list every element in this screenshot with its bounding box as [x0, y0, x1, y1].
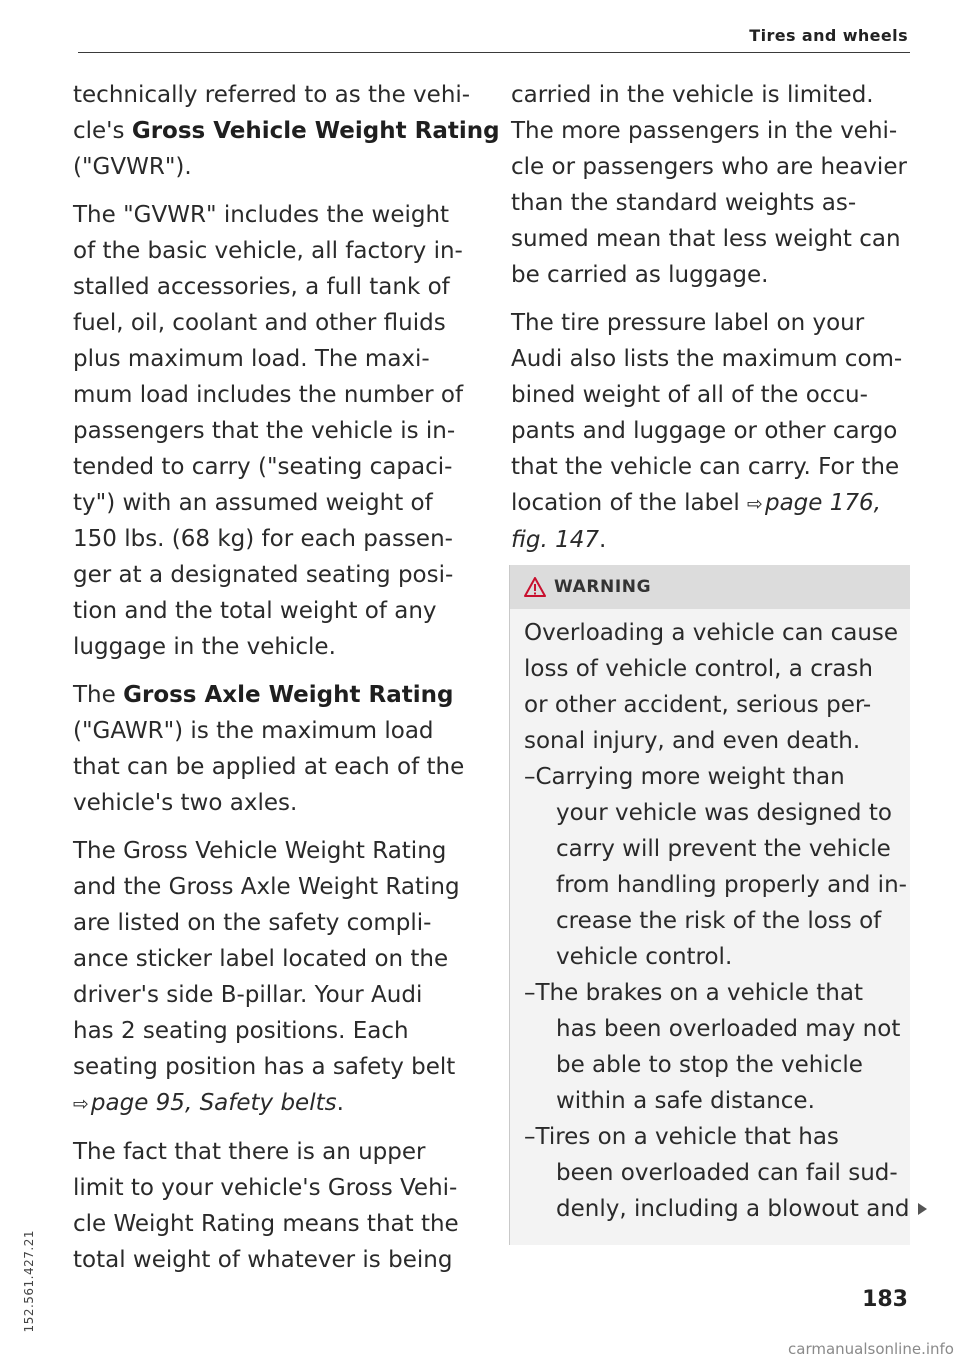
- paragraph-gawr: [73, 677, 491, 821]
- watermark: carmanualsonline.info: [788, 1340, 954, 1358]
- text-fragment: cle's: [73, 118, 132, 144]
- text-line: pants and luggage or other cargo: [511, 418, 898, 444]
- text-line: The Gross Vehicle Weight Rating: [73, 838, 447, 864]
- warning-body: [510, 609, 910, 1227]
- text-line: luggage in the vehicle.: [73, 634, 336, 660]
- text-line: within a safe distance.: [556, 1088, 815, 1114]
- text-line: [73, 113, 500, 149]
- text-line: bined weight of all of the occu-: [511, 382, 868, 408]
- document-code: 152.561.427.21: [22, 1230, 36, 1333]
- text-line: your vehicle was designed to: [556, 800, 892, 826]
- reference-arrow-icon: ⇨: [747, 493, 763, 515]
- warning-bullet: [524, 975, 901, 1119]
- text-line: ance sticker label located on the: [73, 946, 449, 972]
- text-line: technically referred to as the vehi-: [73, 82, 471, 108]
- text-fragment: .: [598, 527, 607, 553]
- text-line: driver's side B-pillar. Your Audi: [73, 982, 423, 1008]
- term-gawr: Gross Axle Weight Rating: [123, 682, 454, 708]
- text-line: vehicle control.: [556, 944, 733, 970]
- reference-arrow-icon: ⇨: [73, 1093, 89, 1115]
- text-line: [511, 522, 911, 558]
- text-line: passengers that the vehicle is in-: [73, 418, 456, 444]
- text-line: Audi also lists the maximum com-: [511, 346, 903, 372]
- text-line: or other accident, serious per-: [524, 692, 872, 718]
- text-line: ("GAWR") is the maximum load: [73, 718, 434, 744]
- page-reference-link[interactable]: page 176,: [764, 490, 881, 516]
- paragraph-upper-limit: [73, 1134, 491, 1278]
- text-line: sumed mean that less weight can: [511, 226, 901, 252]
- page-reference-link[interactable]: page 95, Safety belts: [90, 1090, 337, 1116]
- text-line: –The brakes on a vehicle that: [524, 980, 863, 1006]
- text-line: total weight of whatever is being: [73, 1247, 453, 1273]
- text-line: sonal injury, and even death.: [524, 728, 861, 754]
- text-line: has 2 seating positions. Each: [73, 1018, 409, 1044]
- text-line: cle or passengers who are heavier: [511, 154, 907, 180]
- text-line: carry will prevent the vehicle: [556, 836, 891, 862]
- warning-box: [509, 565, 910, 1245]
- text-fragment: The: [73, 682, 124, 708]
- section-title: Tires and wheels: [749, 26, 908, 45]
- text-line: limit to your vehicle's Gross Vehi-: [73, 1175, 458, 1201]
- warning-bullet: [524, 759, 907, 975]
- text-line: vehicle's two axles.: [73, 790, 298, 816]
- paragraph-gvwr-intro: [73, 77, 500, 185]
- text-line: [73, 1085, 491, 1122]
- text-line: has been overloaded may not: [556, 1016, 901, 1042]
- warning-triangle-icon: [524, 577, 546, 597]
- text-line: loss of vehicle control, a crash: [524, 656, 873, 682]
- text-line: plus maximum load. The maxi-: [73, 346, 430, 372]
- text-line: that can be applied at each of the: [73, 754, 465, 780]
- text-fragment: .: [336, 1090, 344, 1116]
- text-line: ("GVWR").: [73, 154, 192, 180]
- text-line: be able to stop the vehicle: [556, 1052, 863, 1078]
- header-divider: [78, 52, 910, 53]
- text-line: tion and the total weight of any: [73, 598, 437, 624]
- text-line: be carried as luggage.: [511, 262, 769, 288]
- paragraph-tire-label: [511, 305, 911, 558]
- text-line: are listed on the safety compli-: [73, 910, 432, 936]
- text-line: ger at a designated seating posi-: [73, 562, 454, 588]
- page-number: 183: [862, 1287, 908, 1312]
- text-line: The more passengers in the vehi-: [511, 118, 898, 144]
- text-line: seating position has a safety belt: [73, 1054, 456, 1080]
- text-line: tended to carry ("seating capaci-: [73, 454, 453, 480]
- paragraph-limited-weight: [511, 77, 911, 293]
- warning-bullet: [524, 1119, 910, 1227]
- text-line: [511, 485, 911, 522]
- text-line: carried in the vehicle is limited.: [511, 82, 874, 108]
- warning-label: WARNING: [554, 577, 652, 597]
- figure-reference-link[interactable]: fig. 147: [511, 527, 599, 553]
- text-line: than the standard weights as-: [511, 190, 857, 216]
- text-line: –Carrying more weight than: [524, 764, 845, 790]
- continued-arrow-icon: [918, 1203, 927, 1215]
- paragraph-gvwr-definition: [73, 197, 491, 665]
- text-line: cle Weight Rating means that the: [73, 1211, 459, 1237]
- warning-header: [510, 565, 910, 609]
- text-line: that the vehicle can carry. For the: [511, 454, 900, 480]
- text-line: [73, 677, 491, 713]
- right-column: [511, 77, 911, 570]
- text-line: ty") with an assumed weight of: [73, 490, 433, 516]
- left-column: [73, 77, 500, 1290]
- paragraph-ratings-location: [73, 833, 491, 1122]
- text-line: of the basic vehicle, all factory in-: [73, 238, 463, 264]
- text-line: The tire pressure label on your: [511, 310, 865, 336]
- text-line: fuel, oil, coolant and other fluids: [73, 310, 446, 336]
- text-line: and the Gross Axle Weight Rating: [73, 874, 460, 900]
- text-line: stalled accessories, a full tank of: [73, 274, 450, 300]
- text-line: The fact that there is an upper: [73, 1139, 426, 1165]
- text-line: from handling properly and in-: [556, 872, 907, 898]
- text-line: 150 lbs. (68 kg) for each passen-: [73, 526, 453, 552]
- text-line: crease the risk of the loss of: [556, 908, 882, 934]
- text-line: The "GVWR" includes the weight: [73, 202, 450, 228]
- text-fragment: location of the label: [511, 490, 748, 516]
- text-line: denly, including a blowout and: [556, 1196, 910, 1222]
- text-line: Overloading a vehicle can cause: [524, 620, 899, 646]
- term-gvwr: Gross Vehicle Weight Rating: [131, 118, 500, 144]
- text-line: mum load includes the number of: [73, 382, 464, 408]
- text-line: been overloaded can fail sud-: [556, 1160, 898, 1186]
- text-line: –Tires on a vehicle that has: [524, 1124, 839, 1150]
